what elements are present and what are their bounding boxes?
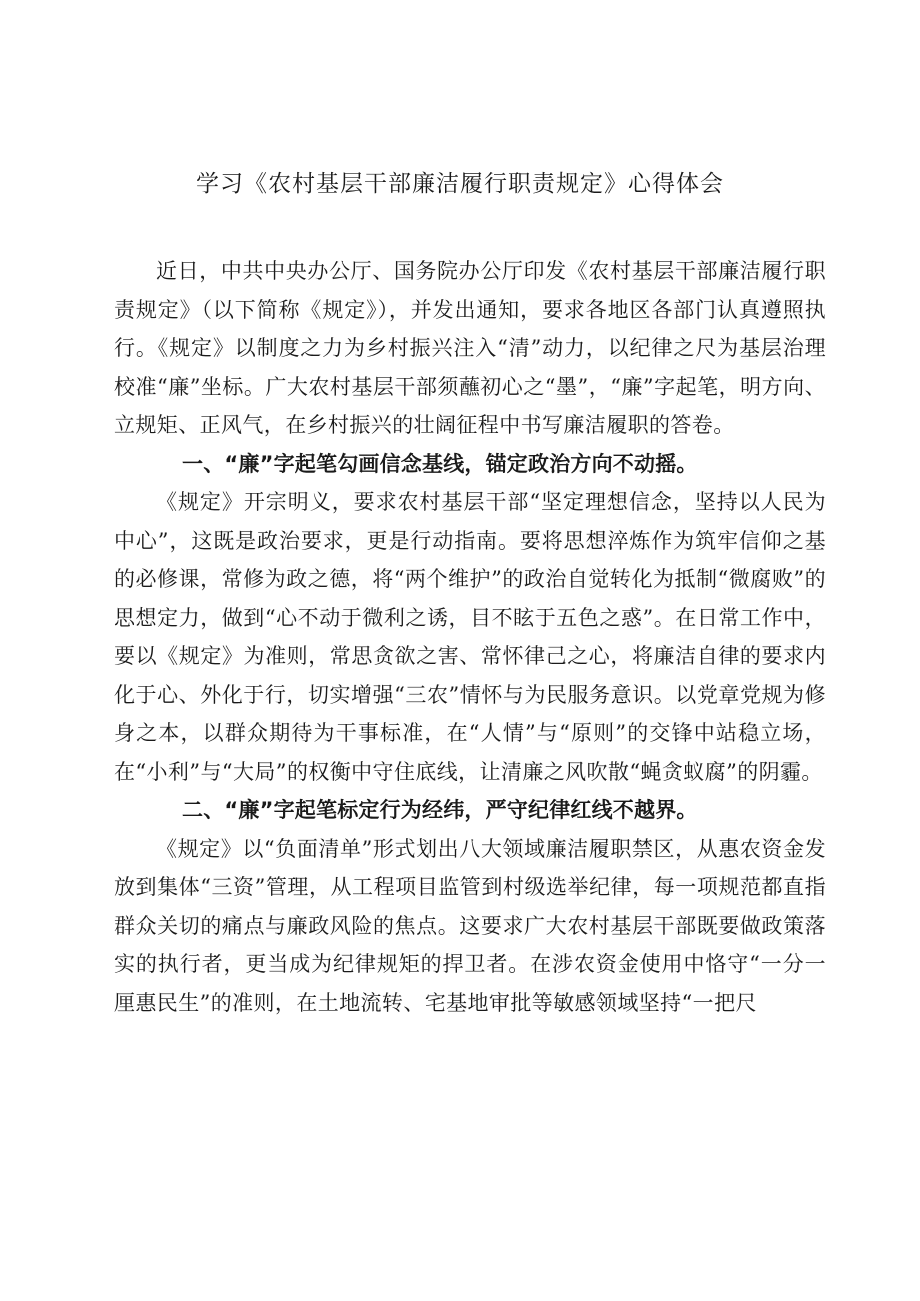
intro-paragraph: 近日，中共中央办公厅、国务院办公厅印发《农村基层干部廉洁履行职责规定》（以下简称《规定》），并发出通知，要求各地区各部门认真遵照执行。《规定》以制度之力为乡村振兴注入“清”动力，以纪律之尺为基层治理校准“廉”坐标。广大农村基层干部须蘸初心之“墨”，“廉”字起笔，明方向、立规矩、正风气，在乡村振兴的壮阔征程中书写廉洁履职的答卷。 [114,259,826,437]
document-title: 学习《农村基层干部廉洁履行职责规定》心得体会 [196,171,724,197]
section-1-paragraph: 《规定》开宗明义，要求农村基层干部“坚定理想信念，坚持以人民为中心”，这既是政治要求，更是行动指南。要将思想淬炼作为筑牢信仰之基的必修课，常修为政之德，将“两个维护”的政治自觉转化为抵制“微腐败”的思想定力，做到“心不动于微利之诱，目不眩于五色之惑”。在日常工作中，要以《规定》为准则，常思贪欲之害、常怀律己之心，将廉洁自律的要求内化于心、外化于行，切实增强“三农”情怀与为民服务意识。以党章党规为修身之本，以群众期待为干事标准，在“人情”与“原则”的交锋中站稳立场，在“小利”与“大局”的权衡中守住底线，让清廉之风吹散“蝇贪蚁腐”的阴霾。 [114,490,826,784]
section-2-heading: 二、“廉”字起笔标定行为经纬，严守纪律红线不越界。 [182,798,698,822]
section-1-heading: 一、“廉”字起笔勾画信念基线，锚定政治方向不动摇。 [182,451,698,476]
section-2-paragraph: 《规定》以“负面清单”形式划出八大领域廉洁履职禁区，从惠农资金发放到集体“三资”管理，从工程项目监管到村级选举纪律，每一项规范都直指群众关切的痛点与廉政风险的焦点。这要求广大农村基层干部既要做政策落实的执行者，更当成为纪律规矩的捍卫者。在涉农资金使用中恪守“一分一厘惠民生”的准则，在土地流转、宅基地审批等敏感领域坚持“一把尺 [114,836,826,1015]
document-body [114,252,826,1022]
